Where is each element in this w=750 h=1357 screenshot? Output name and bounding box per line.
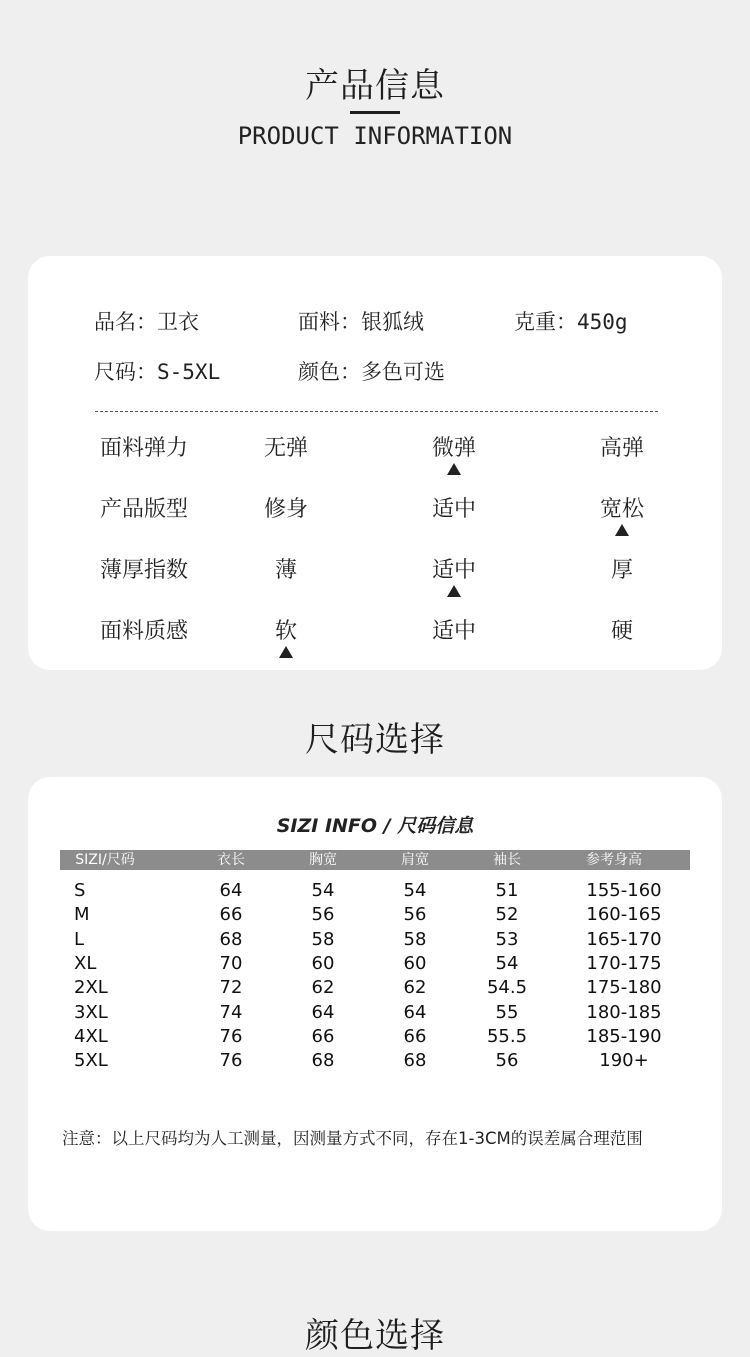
measure-cell: 68 [403,1050,427,1072]
column-header: 肩宽 [401,852,429,868]
info-fabric [298,306,424,336]
measure-cell: 56 [311,904,335,926]
size-info-card [28,777,722,1231]
attr-label: 面料质感 [100,619,189,644]
measure-cell: 66 [219,904,243,926]
attr-label: 薄厚指数 [100,558,189,583]
info-size-value: S-5XL [157,360,221,384]
attr-option: 修身 [263,497,308,522]
measure-cell: 165-170 [586,928,662,950]
column-header: 胸宽 [309,852,337,868]
measure-cell: 64 [311,1001,335,1023]
measure-cell: 54 [311,880,335,901]
selected-marker-icon [447,463,461,475]
info-name [94,306,199,336]
measure-cell: 68 [219,928,243,950]
attr-option: 适中 [431,497,476,522]
selected-marker-icon [279,646,293,658]
measure-cell: 55.5 [486,1025,528,1047]
attr-option: 无弹 [263,436,308,461]
size-note: 注意：以上尺码均为人工测量，因测量方式不同，存在1-3CM的误差属合理范围 [62,1129,643,1148]
attr-option: 适中 [431,558,476,583]
title-underline [350,111,400,114]
attr-option: 适中 [431,619,476,644]
info-fabric-value: 银狐绒 [361,310,424,334]
column-header: SIZI/尺码 [75,852,135,868]
measure-cell: 62 [311,977,335,999]
measure-cell: 56 [495,1050,519,1072]
measure-cell: 52 [495,904,519,926]
measure-cell: 175-180 [586,977,662,999]
measure-cell: 160-165 [586,904,662,926]
measure-cell: 155-160 [586,880,662,901]
info-size [94,356,220,386]
measure-cell: 51 [495,880,519,901]
attr-option: 厚 [610,558,633,583]
measure-cell: 58 [311,928,335,950]
info-fabric-label: 面料： [298,310,361,334]
size-cell: 2XL [74,977,108,999]
info-color [298,356,445,386]
size-section-title: 尺码选择 [305,720,445,760]
info-color-value: 多色可选 [361,360,445,384]
measure-cell: 54 [495,952,519,974]
measure-cell: 76 [219,1025,243,1047]
size-table-heading: SIZI INFO / 尺码信息 [276,815,474,837]
attr-label: 产品版型 [100,497,189,522]
attr-option: 高弹 [599,436,644,461]
size-cell: S [74,880,86,901]
measure-cell: 55 [495,1001,519,1023]
info-size-label: 尺码： [94,360,157,384]
attr-option: 硬 [610,619,633,644]
measure-cell: 54.5 [486,977,528,999]
column-header: 衣长 [217,852,245,868]
info-name-value: 卫衣 [157,310,199,334]
measure-cell: 70 [219,952,243,974]
selected-marker-icon [615,524,629,536]
measure-cell: 68 [311,1050,335,1072]
info-weight [514,306,628,336]
dashed-divider [95,411,658,412]
measure-cell: 74 [219,1001,243,1023]
page-title: 产品信息 [305,66,445,106]
measure-cell: 62 [403,977,427,999]
measure-cell: 64 [403,1001,427,1023]
size-cell: M [74,904,90,926]
size-cell: 5XL [74,1050,108,1072]
measure-cell: 66 [311,1025,335,1047]
product-info-card [28,256,722,670]
size-table-header [60,850,690,870]
measure-cell: 185-190 [586,1025,662,1047]
measure-cell: 72 [219,977,243,999]
column-header: 袖长 [493,852,521,868]
size-cell: 4XL [74,1025,108,1047]
attr-option: 软 [274,619,297,644]
measure-cell: 56 [403,904,427,926]
color-section-title: 颜色选择 [305,1316,445,1356]
column-header: 参考身高 [586,852,642,868]
info-color-label: 颜色： [298,360,361,384]
measure-cell: 66 [403,1025,427,1047]
measure-cell: 53 [495,928,519,950]
page-subtitle: PRODUCT INFORMATION [237,122,513,150]
attr-option: 微弹 [431,436,476,461]
size-cell: 3XL [74,1001,108,1023]
measure-cell: 54 [403,880,427,901]
info-weight-value: 450g [577,310,628,334]
size-cell: XL [74,952,97,974]
measure-cell: 64 [219,880,243,901]
info-name-label: 品名： [94,310,157,334]
size-cell: L [74,928,85,950]
attr-option: 宽松 [599,497,644,522]
measure-cell: 60 [311,952,335,974]
attr-option: 薄 [274,558,297,583]
measure-cell: 190+ [599,1050,649,1072]
attr-label: 面料弹力 [100,436,189,461]
measure-cell: 170-175 [586,952,662,974]
selected-marker-icon [447,585,461,597]
measure-cell: 180-185 [586,1001,662,1023]
measure-cell: 58 [403,928,427,950]
info-weight-label: 克重： [514,310,577,334]
measure-cell: 60 [403,952,427,974]
measure-cell: 76 [219,1050,243,1072]
